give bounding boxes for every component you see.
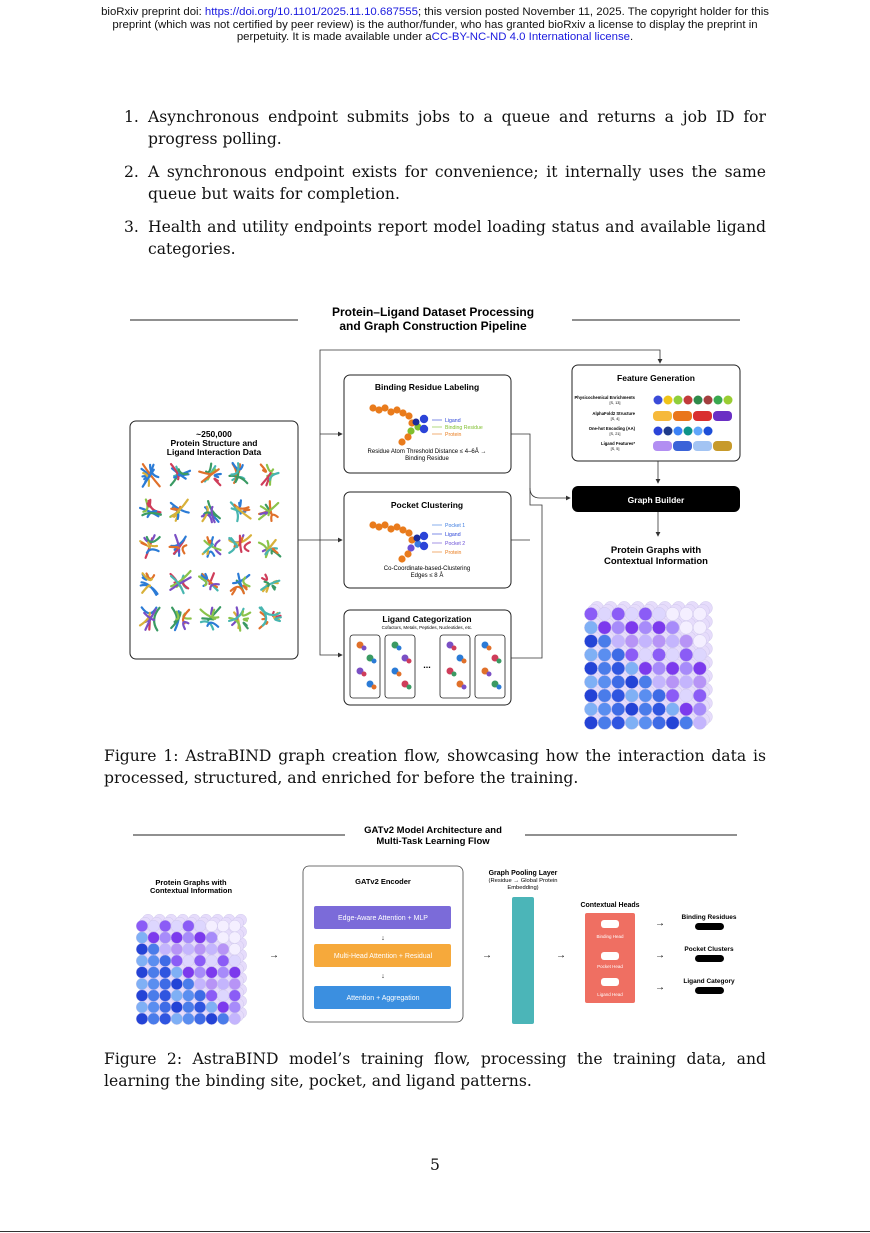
graph-node — [584, 648, 597, 661]
list-number: 2. — [124, 163, 139, 181]
graph-node — [206, 920, 218, 932]
graph-node — [652, 621, 665, 634]
pocket-legend-pocket2: Pocket 2 — [445, 541, 466, 547]
feature-block — [673, 411, 692, 421]
ligand-head-chip — [601, 978, 619, 986]
graph-node — [217, 1001, 229, 1013]
graph-node — [639, 716, 652, 729]
graph-node — [639, 703, 652, 716]
graph-node — [136, 1013, 148, 1025]
graph-node — [171, 955, 183, 967]
graph-node — [206, 943, 218, 955]
graph-node — [693, 716, 706, 729]
graph-node — [693, 635, 706, 648]
graph-node — [612, 703, 625, 716]
graph-node — [680, 716, 693, 729]
graph-node — [584, 607, 597, 620]
graph-node — [612, 607, 625, 620]
feature-block — [693, 441, 712, 451]
graph-node — [183, 1001, 195, 1013]
graph-node — [206, 990, 218, 1002]
ligand-head-label: Ligand Head — [597, 992, 623, 997]
dataset-line2: Ligand Interaction Data — [166, 447, 262, 457]
feature-dot — [664, 396, 673, 405]
graph-node — [136, 1001, 148, 1013]
graph-node — [680, 635, 693, 648]
graph-node — [598, 662, 611, 675]
binding-head-chip — [601, 920, 619, 928]
graph-node — [148, 932, 160, 944]
binding-legend-ligand: Ligand — [445, 418, 461, 424]
graph-node — [598, 621, 611, 634]
arrow-pool-heads: → — [556, 950, 566, 961]
endpoint-list — [124, 106, 766, 271]
graph-node — [666, 662, 679, 675]
feature-dot — [684, 427, 693, 436]
graph-node — [194, 920, 206, 932]
graph-node — [148, 920, 160, 932]
graph-node — [693, 648, 706, 661]
graph-node — [217, 1013, 229, 1025]
graph-node — [183, 932, 195, 944]
encoder-block-3-label: Attention + Aggregation — [346, 995, 420, 1002]
graph-node — [639, 621, 652, 634]
graph-node — [183, 920, 195, 932]
graph-node — [206, 1013, 218, 1025]
graph-node — [194, 967, 206, 979]
graph-node — [612, 621, 625, 634]
graph-node — [148, 978, 160, 990]
list-item — [124, 161, 766, 205]
graph-node — [217, 932, 229, 944]
pocket-head-chip — [601, 952, 619, 960]
graph-node — [612, 648, 625, 661]
graph-node — [171, 1001, 183, 1013]
graph-node — [229, 920, 241, 932]
output-binding-pill — [695, 923, 724, 930]
figure1-title-line2: and Graph Construction Pipeline — [339, 319, 527, 333]
graph-node — [136, 955, 148, 967]
graph-node — [206, 1001, 218, 1013]
graph-node — [194, 1013, 206, 1025]
graph-node — [229, 967, 241, 979]
graph-node — [217, 967, 229, 979]
graph-node — [612, 675, 625, 688]
graph-node — [136, 990, 148, 1002]
graph-node — [652, 689, 665, 702]
graph-node — [666, 607, 679, 620]
pocket-legend-pocket1: Pocket 1 — [445, 523, 466, 529]
graph-node — [584, 689, 597, 702]
pocket-legend-protein: Protein — [445, 550, 462, 556]
graph-node — [584, 716, 597, 729]
feature-row-dims: [S, 5] — [610, 447, 620, 451]
binding-legend-residue: Binding Residue — [445, 425, 483, 431]
graph-node — [194, 978, 206, 990]
ligand-card — [475, 635, 505, 698]
pool-title: Graph Pooling Layer — [488, 870, 558, 877]
ligand-card — [350, 635, 380, 698]
feature-row-label: AlphaFold2 Structure — [592, 411, 635, 416]
graph-node — [171, 932, 183, 944]
list-item — [124, 106, 766, 150]
graph-node — [625, 648, 638, 661]
graph-node — [229, 978, 241, 990]
graph-node — [693, 607, 706, 620]
feature-dot — [724, 396, 733, 405]
encoder-block-2-label: Multi-Head Attention + Residual — [333, 953, 433, 960]
output-title-line2: Contextual Information — [604, 556, 708, 567]
graph-node — [159, 1001, 171, 1013]
graph-node — [148, 955, 160, 967]
input-graph-cube — [136, 914, 246, 1024]
graph-node — [171, 990, 183, 1002]
feature-block — [653, 411, 672, 421]
graph-node — [148, 1001, 160, 1013]
pooling-layer-bar — [512, 897, 534, 1024]
graph-node — [183, 943, 195, 955]
feature-dot — [674, 396, 683, 405]
pocket-legend-ligand: Ligand — [445, 532, 461, 538]
graph-node — [159, 920, 171, 932]
graph-node — [171, 1013, 183, 1025]
arrow-pocket-output: → — [655, 950, 665, 961]
graph-node — [680, 648, 693, 661]
feature-block — [713, 441, 732, 451]
graph-node — [183, 990, 195, 1002]
binding-caption-line2: Binding Residue — [405, 456, 449, 462]
heads-title: Contextual Heads — [580, 902, 640, 909]
graph-node — [598, 703, 611, 716]
figure2-diagram — [120, 820, 750, 1035]
binding-title: Binding Residue Labeling — [374, 382, 480, 392]
graph-node — [148, 1013, 160, 1025]
figure2-title-line1: GATv2 Model Architecture and — [364, 825, 502, 836]
list-item — [124, 216, 766, 260]
graph-node — [217, 955, 229, 967]
graph-node — [159, 967, 171, 979]
graph-node — [598, 607, 611, 620]
list-number: 3. — [124, 218, 139, 236]
pocket-title: Pocket Clustering — [390, 500, 464, 510]
graph-node — [148, 967, 160, 979]
graph-node — [584, 635, 597, 648]
output-binding-residues: Binding Residues — [681, 914, 737, 921]
arrow-binding-output: → — [655, 918, 665, 929]
feature-row-label: Physicochemical Enrichments — [574, 395, 635, 400]
feature-dot — [664, 427, 673, 436]
feature-dot — [694, 396, 703, 405]
binding-caption-line1: Residue Atom Threshold Distance ≤ 4–6Å → — [367, 449, 487, 455]
feature-block — [673, 441, 692, 451]
graph-node — [598, 648, 611, 661]
dataset-line1: Protein Structure and — [170, 438, 258, 448]
graph-node — [136, 978, 148, 990]
graph-node — [625, 621, 638, 634]
graph-node — [206, 978, 218, 990]
graph-node — [612, 662, 625, 675]
graph-node — [625, 635, 638, 648]
graph-node — [229, 1001, 241, 1013]
graph-node — [194, 1001, 206, 1013]
pocket-head-label: Pocket Head — [597, 964, 623, 969]
feature-row-dims: [S, 21] — [609, 432, 621, 436]
graph-node — [680, 703, 693, 716]
graph-node — [625, 703, 638, 716]
ligand-title: Ligand Categorization — [382, 614, 472, 624]
graph-node — [171, 967, 183, 979]
graph-node — [217, 920, 229, 932]
graph-node — [194, 943, 206, 955]
page-number: 5 — [430, 1156, 440, 1174]
graph-node — [183, 1013, 195, 1025]
graph-node — [136, 932, 148, 944]
graph-node — [639, 675, 652, 688]
dataset-count: ~250,000 — [196, 429, 232, 439]
pool-sub-line1: (Residue → Global Protein — [488, 878, 558, 884]
doi-link[interactable]: https://doi.org/10.1101/2025.11.10.687555 — [204, 6, 418, 18]
header-line3-suffix: . — [630, 31, 634, 44]
ligand-card — [440, 635, 470, 698]
graph-node — [680, 689, 693, 702]
graph-node — [206, 932, 218, 944]
graph-node — [639, 648, 652, 661]
ligand-card — [385, 635, 415, 698]
feature-dot — [654, 396, 663, 405]
graph-node — [159, 990, 171, 1002]
feature-dot — [654, 427, 663, 436]
figure1-caption: Figure 1: AstraBIND graph creation flow, showcasing how the interaction data is processed, structured, and enriched for before the training. — [104, 747, 766, 787]
graph-node — [148, 990, 160, 1002]
encoder-down-arrow-1: ↓ — [381, 935, 385, 942]
graph-node — [598, 635, 611, 648]
encoder-title: GATv2 Encoder — [355, 877, 411, 886]
graph-node — [693, 689, 706, 702]
feature-block — [653, 441, 672, 451]
graph-node — [666, 635, 679, 648]
graph-node — [652, 607, 665, 620]
graph-node — [217, 943, 229, 955]
list-number: 1. — [124, 108, 139, 126]
feature-row-label: One-hot Encoding (AA) — [588, 426, 635, 431]
graph-node — [625, 689, 638, 702]
graph-node — [159, 943, 171, 955]
output-pocket-clusters: Pocket Clusters — [684, 946, 734, 953]
graph-node — [584, 703, 597, 716]
input-title-line1: Protein Graphs with — [155, 878, 227, 887]
figure1-title-line1: Protein–Ligand Dataset Processing — [331, 305, 535, 319]
graph-node — [652, 635, 665, 648]
feature-dot — [674, 427, 683, 436]
graph-node — [598, 675, 611, 688]
graph-node — [666, 716, 679, 729]
graph-node — [229, 943, 241, 955]
graph-node — [680, 621, 693, 634]
feature-block — [693, 411, 712, 421]
feature-dot — [694, 427, 703, 436]
list-text: Health and utility endpoints report model loading status and available ligand categories. — [148, 218, 766, 258]
ligand-ellipsis: ... — [423, 660, 431, 670]
graph-node — [652, 703, 665, 716]
graph-node — [584, 621, 597, 634]
graph-node — [136, 967, 148, 979]
graph-node — [666, 675, 679, 688]
ligand-subtitle: Cofactors, Metals, Peptides, Nucleotides, etc. — [381, 625, 473, 630]
graph-node — [693, 621, 706, 634]
list-text: Asynchronous endpoint submits jobs to a queue and returns a job ID for progress polling. — [148, 108, 766, 148]
graph-node — [171, 920, 183, 932]
graph-node — [652, 675, 665, 688]
protein-graph-cube — [584, 601, 712, 729]
output-title-line1: Protein Graphs with — [610, 545, 702, 556]
binding-legend-protein: Protein — [445, 432, 462, 438]
feature-row-dims: [S, 13] — [609, 401, 621, 405]
graph-node — [666, 689, 679, 702]
graph-node — [229, 955, 241, 967]
graph-node — [666, 703, 679, 716]
graph-node — [159, 932, 171, 944]
binding-head-label: Binding Head — [596, 934, 624, 939]
list-text: A synchronous endpoint exists for convenience; it internally uses the same queue but waits for completion. — [148, 163, 766, 203]
figure1-diagram — [120, 300, 750, 730]
graph-node — [229, 990, 241, 1002]
graph-node — [194, 990, 206, 1002]
arrow-ligand-output: → — [655, 982, 665, 993]
graph-node — [639, 607, 652, 620]
graph-node — [639, 662, 652, 675]
graph-node — [693, 662, 706, 675]
graph-node — [206, 955, 218, 967]
graph-node — [194, 955, 206, 967]
graph-node — [680, 662, 693, 675]
pocket-caption-line2: Edges ≤ 8 Å — [410, 573, 444, 579]
graph-node — [625, 716, 638, 729]
graph-node — [148, 943, 160, 955]
graph-node — [652, 662, 665, 675]
graph-node — [217, 978, 229, 990]
graph-node — [206, 967, 218, 979]
graph-builder-label: Graph Builder — [627, 495, 685, 505]
graph-node — [229, 1013, 241, 1025]
graph-node — [194, 932, 206, 944]
preprint-header — [0, 6, 870, 44]
graph-node — [217, 990, 229, 1002]
feature-row-label: Ligand Features* — [601, 441, 635, 446]
graph-node — [693, 675, 706, 688]
feature-dot — [684, 396, 693, 405]
graph-node — [183, 955, 195, 967]
page-bottom-rule — [0, 1231, 870, 1232]
graph-node — [680, 607, 693, 620]
header-prefix: bioRxiv preprint doi: — [101, 6, 205, 18]
graph-node — [639, 635, 652, 648]
output-ligand-pill — [695, 987, 724, 994]
graph-node — [598, 716, 611, 729]
graph-node — [598, 689, 611, 702]
graph-node — [229, 932, 241, 944]
header-line1-rest: ; this version posted November 11, 2025. The copyright holder for this — [417, 6, 769, 18]
graph-node — [680, 675, 693, 688]
pool-sub-line2: Embedding) — [507, 885, 539, 891]
graph-node — [584, 662, 597, 675]
graph-node — [652, 716, 665, 729]
feature-dot — [704, 427, 713, 436]
input-title-line2: Contextual Information — [149, 886, 233, 895]
graph-node — [183, 978, 195, 990]
graph-node — [159, 1013, 171, 1025]
feature-title: Feature Generation — [617, 373, 695, 383]
feature-block — [713, 411, 732, 421]
graph-node — [159, 955, 171, 967]
graph-node — [625, 607, 638, 620]
license-link[interactable]: CC-BY-NC-ND 4.0 International license — [431, 31, 630, 44]
graph-node — [183, 967, 195, 979]
output-pocket-pill — [695, 955, 724, 962]
feature-dot — [704, 396, 713, 405]
graph-node — [159, 978, 171, 990]
graph-node — [584, 675, 597, 688]
graph-node — [652, 648, 665, 661]
pocket-caption-line1: Co-Coordinate-based-Clustering — [383, 566, 471, 572]
header-line3-prefix: perpetuity. It is made available under a — [236, 31, 432, 44]
arrow-input-encoder: → — [269, 950, 279, 961]
feature-row-dims: [S, 4] — [610, 417, 620, 421]
graph-node — [666, 621, 679, 634]
output-ligand-category: Ligand Category — [683, 978, 735, 985]
graph-node — [625, 675, 638, 688]
figure2-title-line2: Multi-Task Learning Flow — [376, 836, 490, 847]
graph-node — [612, 716, 625, 729]
graph-node — [625, 662, 638, 675]
graph-node — [612, 689, 625, 702]
encoder-down-arrow-2: ↓ — [381, 973, 385, 980]
graph-node — [693, 703, 706, 716]
arrow-encoder-pool: → — [482, 950, 492, 961]
graph-node — [666, 648, 679, 661]
graph-node — [136, 920, 148, 932]
figure2-caption: Figure 2: AstraBIND model’s training flow, processing the training data, and learning the binding site, pocket, and ligand patterns. — [104, 1050, 766, 1090]
graph-node — [171, 943, 183, 955]
graph-node — [136, 943, 148, 955]
header-line2: preprint (which was not certified by peer review) is the author/funder, who has granted bioRxiv a license to display the preprint in — [112, 18, 758, 31]
feature-dot — [714, 396, 723, 405]
graph-node — [612, 635, 625, 648]
graph-node — [639, 689, 652, 702]
encoder-block-1-label: Edge-Aware Attention + MLP — [338, 915, 428, 922]
graph-node — [171, 978, 183, 990]
